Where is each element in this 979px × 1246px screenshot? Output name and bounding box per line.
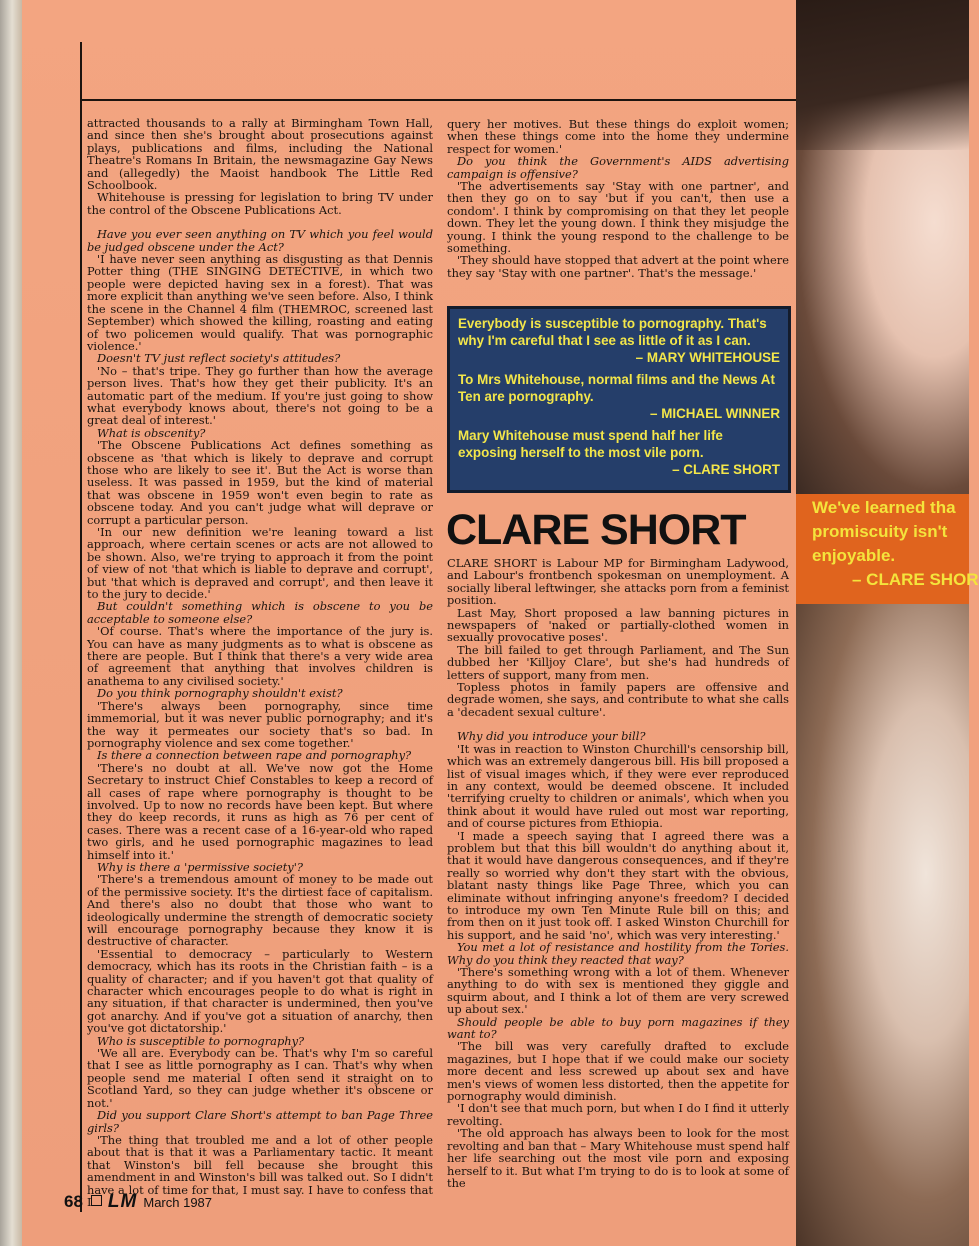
page-number: 68 xyxy=(64,1192,83,1211)
pull-quote-line: enjoyable. xyxy=(812,546,896,565)
interview-question: Do you think the Government's AIDS advertising campaign is offensive? xyxy=(447,154,789,181)
page-footer xyxy=(64,1191,384,1215)
article-paragraph: query her motives. But these things do exploit women; when these things come into the home they undermine respect for women.' xyxy=(447,117,789,156)
article-column-right-top xyxy=(447,118,789,300)
photo-strip xyxy=(796,0,979,1246)
quote-text: To Mrs Whitehouse, normal films and the News At Ten are pornography. xyxy=(458,372,775,404)
article-paragraph: 'Of course. That's where the importance of the jury is. You can have as many judgments as to what is obscene as there are people. But I think that there's a very wide area of agreement that anything that involves children is anathema to any civilised society.' xyxy=(87,624,433,688)
article-paragraph: 'The bill was very carefully drafted to exclude magazines, but I hope that if we could make our society more decent and less screwed up about sex and have men's views of women less distorted, then the appetite for pornography would diminish. xyxy=(447,1039,789,1104)
quote-text: Everybody is susceptible to pornography. That's why I'm careful that I see as little of it as I can. xyxy=(458,316,767,348)
interview-question: Have you ever seen anything on TV which you feel would be judged obscene under the Act? xyxy=(87,227,433,254)
article-paragraph: 'It was in reaction to Winston Churchill's censorship bill, which was an extremely dangerous bill. His bill proposed a list of visual images which, if they were ever reproduced in any context, would be deemed obscene. It included 'terrifying cruelty to children or animals', which when you think about it would have ruled out most war reporting, and of course pictures from Ethiopia. xyxy=(447,741,789,831)
article-paragraph: 'I don't see that much porn, but when I do I find it utterly revolting. xyxy=(447,1101,789,1128)
interview-question: Why did you introduce your bill? xyxy=(457,729,646,744)
article-column-right-bottom xyxy=(447,557,789,1189)
interview-question: What is obscenity? xyxy=(97,425,206,440)
column-rule-horizontal xyxy=(80,99,810,101)
article-paragraph: 'I made a speech saying that I agreed there was a problem but that this bill wouldn't do anything about it, that it would have dangerous consequences, and if they're really so worried why don't they start with the obvious, blatant nasty things like Page Three, which you can eliminate without infringing anyone's freedom? I decided to introduce my own Ten Minute Rule bill on this; and from then on it just took off. I asked Winston Churchill for his support, and he said 'no', which was very interesting.' xyxy=(447,828,789,942)
interview-question: Is there a connection between rape and pornography? xyxy=(97,748,412,763)
article-paragraph: attracted thousands to a rally at Birmingham Town Hall, and since then she's brought about prosecutions against plays, publications and films, including the National Theatre's Romans In Britain, the newsmagazine Gay News and (allegedly) the Maoist handbook The Little Red Schoolbook. xyxy=(87,116,433,193)
article-paragraph: 'I have never seen anything as disgusting as that Dennis Potter thing (THE SINGING DETECTIVE, in which two people were depicted having sex in a forest). That was more explicit than anything we've seen before. Also, I think the scene in the Channel 4 film (THEMROC, screened last September) which showed the killing, roasting and eating of two policemen would qualify. That was pornographic violence.' xyxy=(87,252,433,353)
interview-question: Who is susceptible to pornography? xyxy=(97,1033,305,1048)
pull-quote-line: promiscuity isn't xyxy=(812,522,948,541)
article-paragraph: 'There's a tremendous amount of money to be made out of the permissive society. It's the dirtiest face of capitalism. And there's also no doubt that those who want to ideologically undermine the strength of democratic society will encourage pornography because they know it is destructive of character. xyxy=(87,872,433,949)
article-paragraph: 'Essential to democracy – particularly to Western democracy, which has its roots in the Christian faith – is a quality of character; and if you haven't got that quality of character which encourages people to do what is right in any situation, if that character is undermined, then you've got anarchy. And if you've got a situation of anarchy, then you've got dictatorship.' xyxy=(87,946,433,1036)
article-paragraph: 'The thing that troubled me and a lot of other people about that is that it was a Parliamentary tactic. It meant that Winston's bill fell because she brought this amendment in and Winston's bill was talked out. So I didn't have a lot of time for that, I must say. I have to confess that I xyxy=(87,1132,433,1209)
article-paragraph: 'They should have stopped that advert at the point where they say 'Stay with one partner'. That's the message.' xyxy=(447,253,789,280)
article-paragraph: CLARE SHORT is Labour MP for Birmingham Ladywood, and Labour's frontbench spokesman on unemployment. A socially liberal leftwinger, she attacks porn from a feminist position. xyxy=(447,556,789,608)
magazine-binding xyxy=(0,0,22,1246)
interview-question: Do you think pornography shouldn't exist? xyxy=(97,686,343,701)
article-paragraph: 'The old approach has always been to look for the most revolting and ban that – Mary Whitehouse must spend half her life searching out the most vile porn and exposing herself to it. But what I'm trying to do is to look at some of the xyxy=(447,1126,789,1190)
portrait-photo-clare-short xyxy=(796,0,969,494)
article-paragraph: Whitehouse is pressing for legislation to bring TV under the control of the Obscene Publications Act. xyxy=(87,190,433,217)
interview-question: Did you support Clare Short's attempt to ban Page Three girls? xyxy=(87,1108,433,1135)
pull-quote xyxy=(812,496,979,592)
article-paragraph: 'There's something wrong with a lot of them. Whenever anything to do with sex is mentioned they giggle and squirm about, and I think a lot of them are very screwed up about sex.' xyxy=(447,965,789,1017)
interview-question: Should people be able to buy porn magazines if they want to? xyxy=(447,1014,789,1042)
box-glyph-icon xyxy=(91,1195,102,1206)
quote-attribution: – MARY WHITEHOUSE xyxy=(635,350,780,365)
portrait-photo-man xyxy=(796,604,969,1246)
article-paragraph: The bill failed to get through Parliament, and The Sun dubbed her 'Killjoy Clare', but she's had hundreds of letters of support, many from men. xyxy=(447,642,789,682)
pull-quote-attribution: – CLARE SHOR xyxy=(852,570,979,589)
article-paragraph: 'The advertisements say 'Stay with one partner', and then they go on to say 'but if you can't, then use a condom'. I think by compromising on that they let people down. They let the young down. I think they misjudge the young. I think the young respond to the challenge to be something. xyxy=(447,179,789,256)
article-paragraph: Last May, Short proposed a law banning pictures in newspapers of 'naked or partially-clothed women in sexually provocative poses'. xyxy=(447,605,789,645)
article-paragraph: 'No – that's tripe. They go further than how the average person lives. That's how they get their publicity. It's an automatic part of the medium. If you're just going to show what everybody knows about, there's not going to be a great deal of interest.' xyxy=(87,363,433,428)
article-paragraph: 'There's no doubt at all. We've now got the Home Secretary to instruct Chief Constables to keep a record of all cases of rape where pornography is thought to be involved. Up to now no records have been kept. But where they do keep records, it runs as high as 76 per cent of cases. There was a recent case of a 16-year-old who raped two girls, and he used pornographic magazines to lead himself into it.' xyxy=(87,760,433,862)
article-paragraph: 'We all are. Everybody can be. That's why I'm so careful that I see as little pornography as I can. That's why when people send me material I often send it straight on to Scotland Yard, so they can judge whether it's obscene or not.' xyxy=(87,1046,433,1110)
article-paragraph: 'The Obscene Publications Act defines something as obscene as 'that which is likely to deprave and corrupt those who are likely to see it'. But the Act is worse than useless. It was passed in 1959, but the kind of material that was obscene in 1959 won't even begin to rate as obscene today. And you can't judge what will deprave or corrupt a particular person. xyxy=(87,438,433,527)
article-paragraph: 'There's always been pornography, since time immemorial, but it was never public pornography; and it's the way it permeates our society that's so bad. In pornography violence and sex come together.' xyxy=(87,698,433,750)
issue-date: March 1987 xyxy=(143,1195,213,1210)
column-rule-vertical xyxy=(80,42,82,1212)
section-headline: CLARE SHORT xyxy=(446,506,746,554)
interview-question: You met a lot of resistance and hostility from the Tories. Why do you think they reacted that way? xyxy=(447,940,789,967)
quote-attribution: – CLARE SHORT xyxy=(672,462,780,477)
quote-attribution: – MICHAEL WINNER xyxy=(650,406,780,421)
quote-text: Mary Whitehouse must spend half her life exposing herself to the most vile porn. xyxy=(458,428,723,460)
article-paragraph: Topless photos in family papers are offensive and degrade women, she says, and contribute to what she calls a 'decadent sexual culture'. xyxy=(447,680,789,719)
interview-question: But couldn't something which is obscene to you be acceptable to someone else? xyxy=(87,599,433,626)
article-paragraph: 'In our new definition we're leaning toward a list approach, where certain scenes or acts are not allowed to be shown. Also, we're trying to approach it from the point of view of not 'that which is liable to deprave and corrupt', but 'that which is depraved and corrupt', and then leave it to the jury to decide.' xyxy=(87,525,433,602)
interview-question: Doesn't TV just reflect society's attitudes? xyxy=(97,351,341,366)
interview-question: Why is there a 'permissive society'? xyxy=(97,859,303,874)
magazine-logo: LM xyxy=(107,1191,138,1212)
quote-box xyxy=(447,306,791,493)
pull-quote-line: We've learned tha xyxy=(812,498,956,517)
